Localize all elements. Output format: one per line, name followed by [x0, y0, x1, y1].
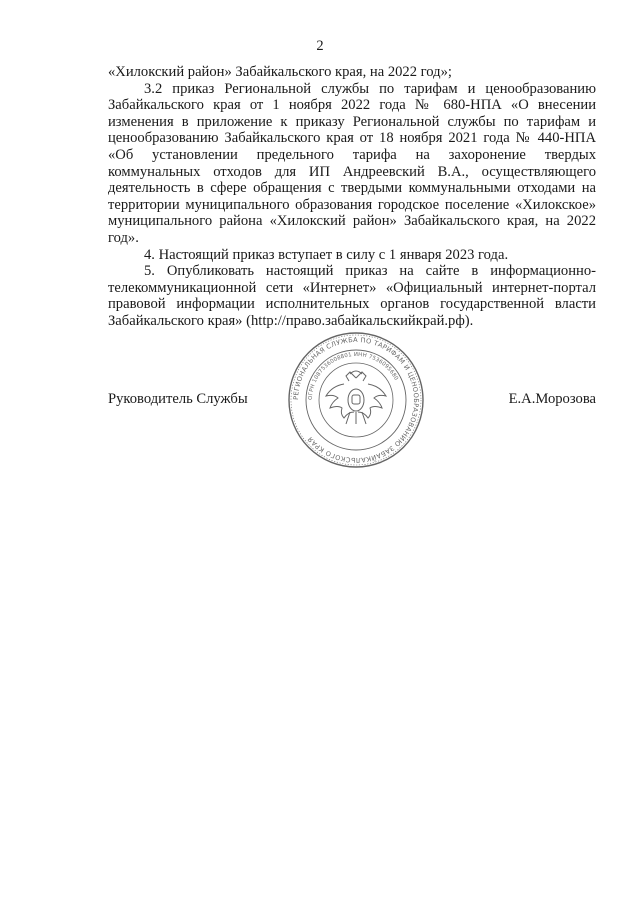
paragraph-item-5: 5. Опубликовать настоящий приказ на сайте в информационно-телекоммуникационной сети «Интернет» «Официальный интернет-портал правовой информации исполнительных органов государственной власти Забайкальского края» (http://право.забайкальскийкрай.рф).: [108, 263, 596, 329]
paragraph-continuation: «Хилокский район» Забайкальского края, на 2022 год»;: [108, 64, 452, 80]
seal-outer-text: РЕГИОНАЛЬНАЯ СЛУЖБА ПО ТАРИФАМ И ЦЕНООБРАЗОВАНИЮ ЗАБАЙКАЛЬСКОГО КРАЯ: [291, 335, 421, 465]
signature-title: Руководитель Службы: [108, 391, 248, 407]
paragraph-item-4: 4. Настоящий приказ вступает в силу с 1 января 2023 года.: [144, 246, 509, 263]
signature-name: Е.А.Морозова: [508, 391, 596, 407]
paragraph-item-3-2: 3.2 приказ Региональной службы по тарифам и ценообразованию Забайкальского края от 1 ноября 2022 года № 680-НПА «О внесении изменения в приложение к приказу Региональной службы по тарифам и ценообразованию Забайкальского края от 18 ноября 2021 года № 440-НПА «Об установлении предельного тарифа на захоронение твердых коммунальных отходов для ИП Андреевский В.А., осуществляющего деятельность в сфере обращения с твердыми коммунальными отходами на территории муниципального образования городское поселение «Хилокское» муниципального района «Хилокский район» Забайкальского края, на 2022 год».: [108, 80, 596, 246]
document-body: [108, 64, 596, 330]
page-number: 2: [316, 38, 324, 54]
seal-inner-text: ОГРН 1087536008801 ИНН 7536095680: [307, 351, 400, 401]
signature-block: [108, 391, 596, 411]
